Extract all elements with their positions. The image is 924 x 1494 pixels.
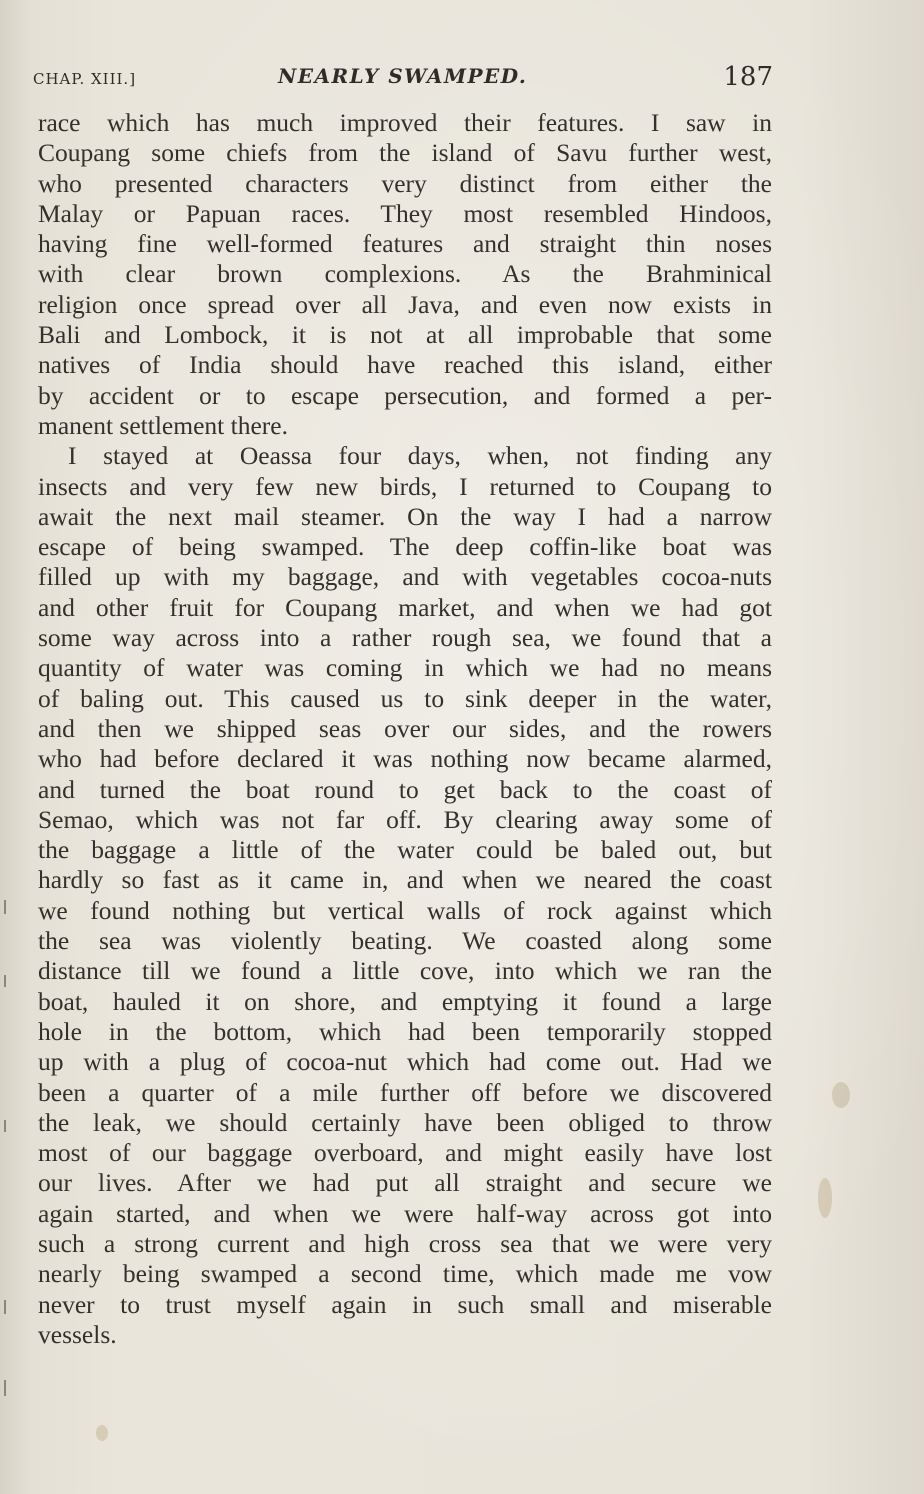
running-header <box>33 62 773 98</box>
text-line: never to trust myself again in such small and miserable <box>38 1289 772 1319</box>
paragraph <box>38 441 772 1350</box>
text-line: hole in the bottom, which had been temporarily stopped <box>38 1016 772 1046</box>
text-line: Bali and Lombock, it is not at all improbable that some <box>38 320 772 350</box>
text-line: Semao, which was not far off. By clearing away some of <box>38 804 772 834</box>
margin-mark <box>4 1300 6 1314</box>
text-line: of baling out. This caused us to sink deeper in the water, <box>38 683 772 713</box>
text-line: by accident or to escape persecution, and formed a per- <box>38 380 772 410</box>
text-line: quantity of water was coming in which we had no means <box>38 653 772 683</box>
margin-mark <box>4 900 6 914</box>
text-line: some way across into a rather rough sea, we found that a <box>38 623 772 653</box>
text-line: and then we shipped seas over our sides, and the rowers <box>38 713 772 743</box>
margin-mark <box>4 975 6 987</box>
text-line: Coupang some chiefs from the island of Savu further west, <box>38 138 772 168</box>
paper-stain <box>96 1425 108 1441</box>
text-line: our lives. After we had put all straight and secure we <box>38 1168 772 1198</box>
paper-stain <box>818 1178 832 1218</box>
text-line: hardly so fast as it came in, and when we neared the coast <box>38 865 772 895</box>
text-line: Malay or Papuan races. They most resembled Hindoos, <box>38 198 772 228</box>
paper-stain <box>832 1082 850 1108</box>
text-line: and other fruit for Coupang market, and when we had got <box>38 592 772 622</box>
text-line: having fine well-formed features and straight thin noses <box>38 229 772 259</box>
text-line: most of our baggage overboard, and might easily have lost <box>38 1138 772 1168</box>
text-line: escape of being swamped. The deep coffin-like boat was <box>38 532 772 562</box>
text-line: the leak, we should certainly have been obliged to throw <box>38 1107 772 1137</box>
margin-mark <box>4 1120 6 1132</box>
chapter-label: CHAP. XIII.] <box>33 70 137 88</box>
running-title: NEARLY SWAMPED. <box>278 64 528 88</box>
text-line: been a quarter of a mile further off before we discovered <box>38 1077 772 1107</box>
text-line: vessels. <box>38 1319 117 1349</box>
page-number: 187 <box>723 62 773 92</box>
text-line: again started, and when we were half-way across got into <box>38 1198 772 1228</box>
text-line: with clear brown complexions. As the Brahminical <box>38 259 772 289</box>
text-line: I stayed at Oeassa four days, when, not finding any <box>68 441 772 471</box>
text-line: such a strong current and high cross sea that we were very <box>38 1228 772 1258</box>
text-line: insects and very few new birds, I returned to Coupang to <box>38 471 772 501</box>
text-line: we found nothing but vertical walls of rock against which <box>38 895 772 925</box>
text-line: up with a plug of cocoa-nut which had come out. Had we <box>38 1047 772 1077</box>
text-line: who presented characters very distinct from either the <box>38 168 772 198</box>
margin-mark <box>4 1380 6 1396</box>
text-line: who had before declared it was nothing now became alarmed, <box>38 744 772 774</box>
text-line: nearly being swamped a second time, which made me vow <box>38 1259 772 1289</box>
text-line: boat, hauled it on shore, and emptying it found a large <box>38 986 772 1016</box>
paragraph <box>38 108 772 441</box>
text-line: distance till we found a little cove, into which we ran the <box>38 956 772 986</box>
text-line: filled up with my baggage, and with vegetables cocoa-nuts <box>38 562 772 592</box>
text-line: race which has much improved their features. I saw in <box>38 108 772 137</box>
text-line: and turned the boat round to get back to the coast of <box>38 774 772 804</box>
text-line: religion once spread over all Java, and even now exists in <box>38 289 772 319</box>
text-line: the sea was violently beating. We coasted along some <box>38 926 772 956</box>
text-line: natives of India should have reached this island, either <box>38 350 772 380</box>
text-line: the baggage a little of the water could be baled out, but <box>38 835 772 865</box>
text-line: manent settlement there. <box>38 410 288 440</box>
text-line: await the next mail steamer. On the way I had a narrow <box>38 501 772 531</box>
body-text <box>38 108 772 1350</box>
